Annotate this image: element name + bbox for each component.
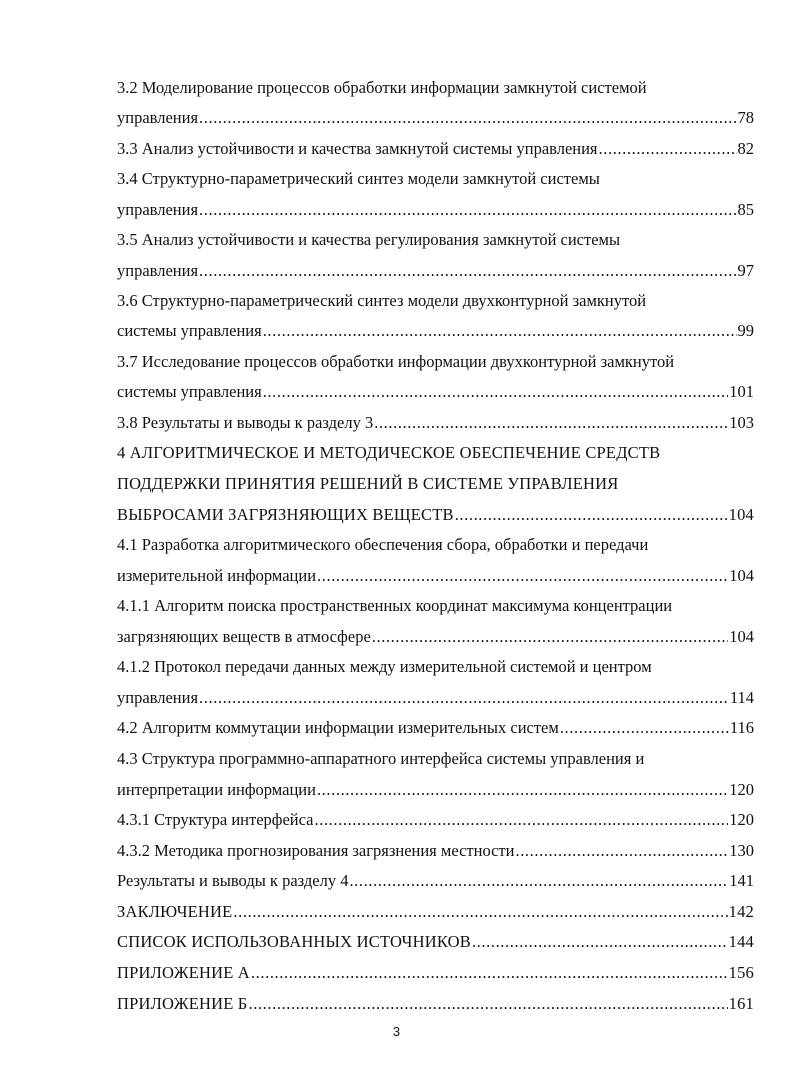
dot-leader <box>251 960 728 986</box>
toc-entry-4-2 <box>117 715 754 741</box>
toc-entry-4-3-line-1 <box>117 746 754 772</box>
toc-entry-title: ПРИЛОЖЕНИЕ Б <box>117 994 248 1013</box>
dot-leader <box>372 624 728 650</box>
toc-entry-references <box>117 929 754 955</box>
dot-leader <box>349 868 728 894</box>
dot-leader <box>599 136 737 162</box>
toc-entry-title: 3.5 Анализ устойчивости и качества регулирования замкнутой системы <box>117 230 621 249</box>
dot-leader <box>199 105 736 131</box>
toc-entry-3-4-line-2 <box>117 197 754 223</box>
toc-entry-title: 3.4 Структурно-параметрический синтез модели замкнутой системы <box>117 169 600 188</box>
toc-entry-title: 3.6 Структурно-параметрический синтез модели двухконтурной замкнутой <box>117 291 647 310</box>
toc-entry-title: 4.3 Структура программно-аппаратного интерфейса системы управления и <box>117 749 645 768</box>
dot-leader <box>515 838 728 864</box>
toc-entry-title: ПОДДЕРЖКИ ПРИНЯТИЯ РЕШЕНИЙ В СИСТЕМЕ УПРАВЛЕНИЯ <box>117 474 619 493</box>
toc-page-number: 144 <box>728 932 754 951</box>
toc-entry-title: ЗАКЛЮЧЕНИЕ <box>117 902 233 921</box>
toc-entry-3-6-line-1 <box>117 288 754 314</box>
dot-leader <box>199 197 736 223</box>
toc-page-number: 104 <box>728 505 754 524</box>
toc-entry-results-4 <box>117 868 754 894</box>
toc-entry-4-3-1 <box>117 807 754 833</box>
toc-entry-title: 4.3.1 Структура интерфейса <box>117 810 314 829</box>
dot-leader <box>455 502 728 528</box>
toc-entry-3-5-line-2 <box>117 258 754 284</box>
toc-entry-title: 4.2 Алгоритм коммутации информации измерительных систем <box>117 718 559 737</box>
dot-leader <box>317 563 728 589</box>
toc-entry-3-2-line-2 <box>117 105 754 131</box>
toc-entry-3-7-line-2 <box>117 379 754 405</box>
toc-entry-3-7-line-1 <box>117 349 754 375</box>
toc-entry-title: управления <box>117 688 199 707</box>
toc-page-number: 130 <box>729 841 754 860</box>
toc-entry-title: управления <box>117 261 199 280</box>
toc-entry-appendix-a <box>117 960 754 986</box>
toc-entry-title: 4.1 Разработка алгоритмического обеспечения сбора, обработки и передачи <box>117 535 649 554</box>
toc-entry-4-line-1 <box>117 440 754 466</box>
toc-entry-title: Результаты и выводы к разделу 4 <box>117 871 349 890</box>
toc-entry-title: управления <box>117 200 199 219</box>
toc-entry-title: 4.1.1 Алгоритм поиска пространственных координат максимума концентрации <box>117 596 673 615</box>
toc-entry-4-1-1-line-1 <box>117 593 754 619</box>
toc-entry-4-1-2-line-2 <box>117 685 754 711</box>
toc-entry-title: 4 АЛГОРИТМИЧЕСКОЕ И МЕТОДИЧЕСКОЕ ОБЕСПЕЧЕНИЕ СРЕДСТВ <box>117 443 661 462</box>
toc-entry-title: 3.3 Анализ устойчивости и качества замкнутой системы управления <box>117 139 598 158</box>
dot-leader <box>315 807 729 833</box>
toc-page-number: 104 <box>729 566 754 585</box>
toc-entry-title: интерпретации информации <box>117 780 316 799</box>
toc-page-number: 142 <box>728 902 754 921</box>
dot-leader <box>374 410 728 436</box>
toc-entry-4-1-2-line-1 <box>117 654 754 680</box>
toc-entry-title: 3.2 Моделирование процессов обработки информации замкнутой системой <box>117 78 647 97</box>
toc-entry-3-8 <box>117 410 754 436</box>
toc-page-number: 82 <box>737 139 754 158</box>
toc-entry-4-1-1-line-2 <box>117 624 754 650</box>
toc-entry-title: 4.3.2 Методика прогнозирования загрязнения местности <box>117 841 515 860</box>
toc-page-number: 97 <box>737 261 754 280</box>
dot-leader <box>199 258 736 284</box>
toc-entry-title: 3.7 Исследование процессов обработки информации двухконтурной замкнутой <box>117 352 675 371</box>
toc-entry-4-3-line-2 <box>117 777 754 803</box>
dot-leader <box>317 777 728 803</box>
toc-entry-title: ВЫБРОСАМИ ЗАГРЯЗНЯЮЩИХ ВЕЩЕСТВ <box>117 505 454 524</box>
toc-page-number: 114 <box>729 688 754 707</box>
toc-page-number: 101 <box>729 382 754 401</box>
toc-entry-4-line-3 <box>117 502 754 528</box>
toc-entry-4-1-line-2 <box>117 563 754 589</box>
dot-leader <box>199 685 729 711</box>
dot-leader <box>248 991 727 1017</box>
toc-entry-appendix-b <box>117 991 754 1017</box>
toc-page-number: 78 <box>737 108 754 127</box>
toc-entry-4-line-2 <box>117 471 754 497</box>
toc-entry-conclusion <box>117 899 754 925</box>
toc-entry-title: измерительной информации <box>117 566 317 585</box>
toc-entry-title: 3.8 Результаты и выводы к разделу 3 <box>117 413 374 432</box>
toc-page-number: 103 <box>729 413 754 432</box>
toc-entry-3-3 <box>117 136 754 162</box>
toc-entry-3-2-line-1 <box>117 75 754 101</box>
toc-entry-title: загрязняющих веществ в атмосфере <box>117 627 371 646</box>
toc-page-number: 116 <box>729 718 754 737</box>
toc-entry-3-5-line-1 <box>117 227 754 253</box>
toc-page-number: 141 <box>729 871 754 890</box>
toc-entry-title: ПРИЛОЖЕНИЕ А <box>117 963 250 982</box>
toc-page-number: 156 <box>728 963 754 982</box>
toc-entry-4-1-line-1 <box>117 532 754 558</box>
dot-leader <box>263 379 729 405</box>
toc-page-number: 99 <box>737 321 754 340</box>
toc-page-number: 104 <box>729 627 754 646</box>
dot-leader <box>233 899 727 925</box>
toc-entry-title: СПИСОК ИСПОЛЬЗОВАННЫХ ИСТОЧНИКОВ <box>117 932 471 951</box>
toc-entry-4-3-2 <box>117 838 754 864</box>
toc-entry-title: 4.1.2 Протокол передачи данных между измерительной системой и центром <box>117 657 652 676</box>
toc-page-number: 120 <box>729 810 754 829</box>
toc-entry-title: управления <box>117 108 199 127</box>
toc-entry-3-6-line-2 <box>117 318 754 344</box>
toc-entry-title: системы управления <box>117 321 262 340</box>
dot-leader <box>263 318 737 344</box>
page-number: 3 <box>392 1024 401 1039</box>
dot-leader <box>560 715 729 741</box>
toc-entry-title: системы управления <box>117 382 262 401</box>
toc-entry-3-4-line-1 <box>117 166 754 192</box>
dot-leader <box>472 929 728 955</box>
toc-page-number: 161 <box>728 994 754 1013</box>
toc-page-number: 85 <box>737 200 754 219</box>
toc-page-number: 120 <box>729 780 754 799</box>
